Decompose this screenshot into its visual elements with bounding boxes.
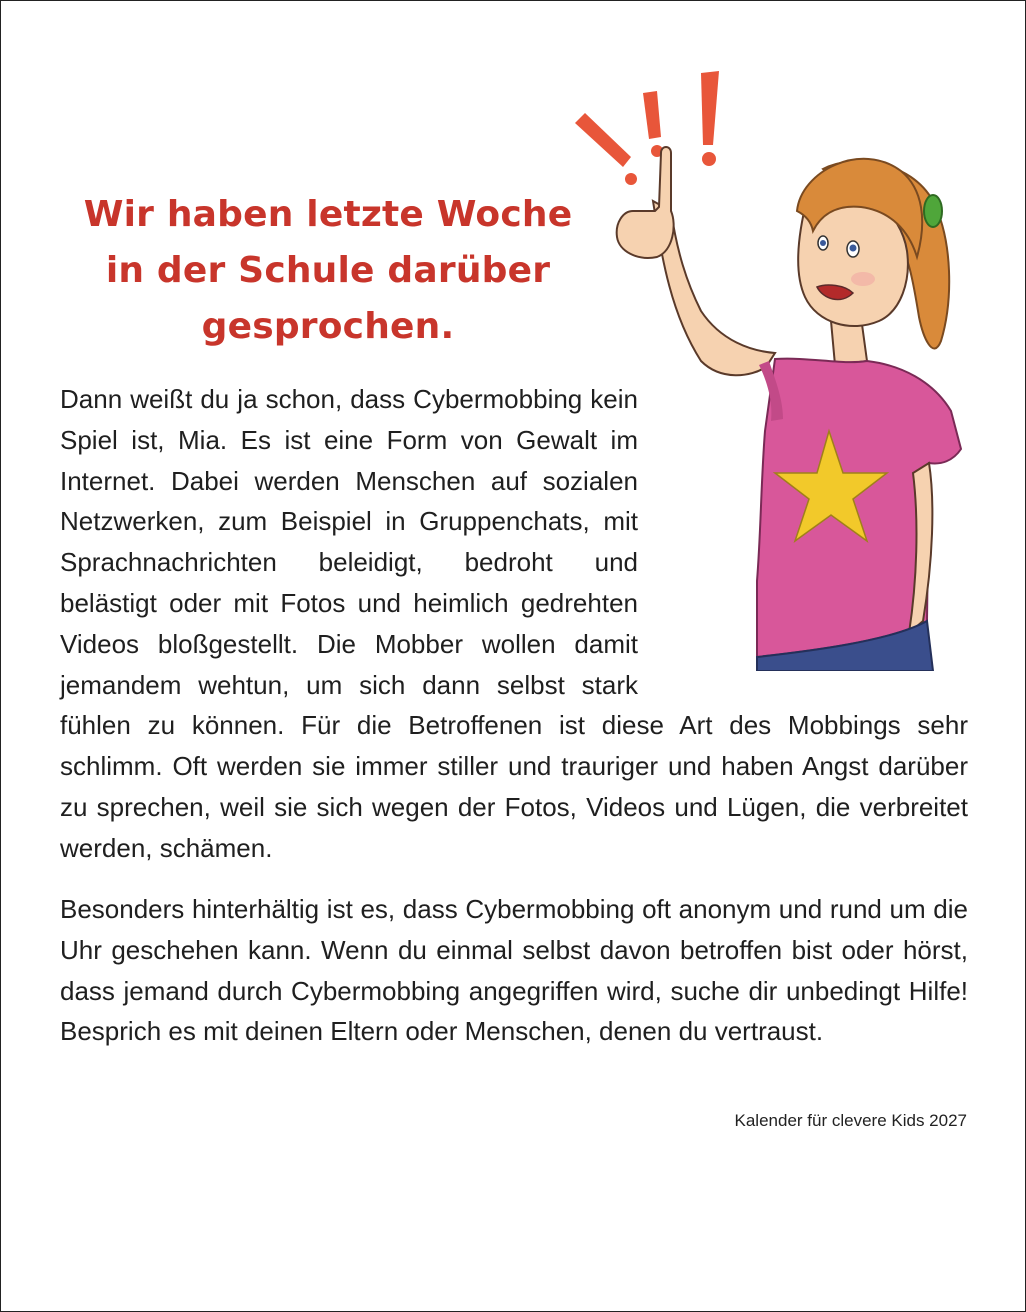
body-paragraph-1 bbox=[60, 379, 968, 869]
body-paragraph-2: Besonders hinterhältig ist es, dass Cybermobbing oft anonym und rund um die Uhr geschehen kann. Wenn du einmal selbst davon betroffen bist oder hörst, dass jemand durch Cybermobbing angegriffen wird, suche dir unbedingt Hilfe! Besprich es mit deinen Eltern oder Menschen, denen du vertraust. bbox=[60, 894, 968, 1047]
footer-credit: Kalender für clevere Kids 2027 bbox=[734, 1111, 967, 1130]
headline: Wir haben letzte Woche in der Schule darüber gesprochen. bbox=[83, 194, 573, 347]
illustration-wrap-spacer bbox=[638, 379, 968, 705]
paragraph-1-text: Dann weißt du ja schon, dass Cybermobbing kein Spiel ist, Mia. Es ist eine Form von Gewalt im Internet. Dabei werden Menschen auf sozialen Netzwerken, zum Beispiel in Gruppenchats, mit Sprachnachrichten beleidigt, bedroht und belästigt oder mit Fotos und heimlich gedrehten Videos bloßgestellt. Die Mobber wollen damit jemandem wehtun, um sich dann selbst stark fühlen zu können. Für die Betroffenen ist diese Art des Mobbings sehr schlimm. Oft werden sie immer stiller und trauriger und haben Angst darüber zu sprechen, weil sie sich wegen der Fotos, Videos und Lügen, die verbreitet werden, schämen. bbox=[60, 384, 968, 863]
exclamation-marks-icon bbox=[575, 71, 719, 185]
